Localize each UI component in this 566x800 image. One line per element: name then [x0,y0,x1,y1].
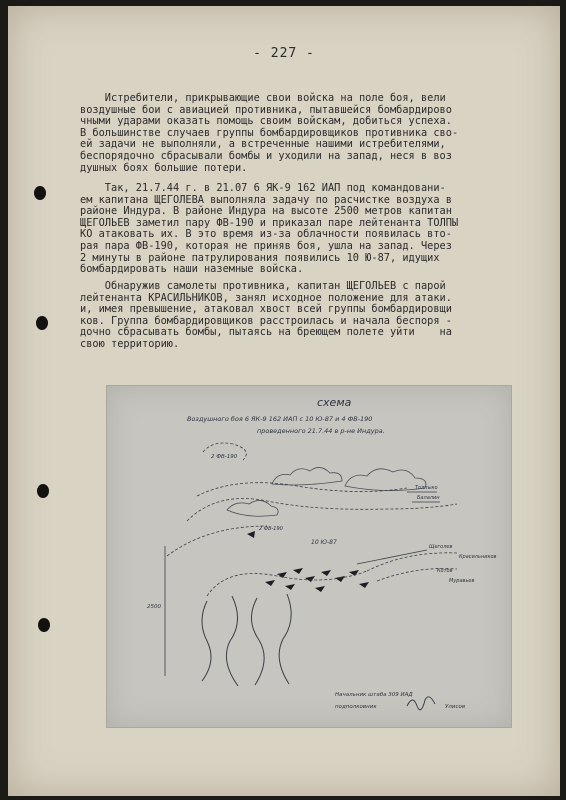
flight-path [367,553,457,581]
label-fw-pair-2: 2 ФВ-190 [259,526,283,532]
flight-path [357,550,427,564]
text-line: районе Индура. В районе Индура на высоте 2500 метров капитан [80,205,452,218]
scheme-title: схема [317,396,352,409]
text-line: душных боях большие потери. [80,161,248,174]
label-ju87: 10 Ю-87 [311,539,337,546]
text-line: и, имея превышение, атаковал хвост всей группы бомбардировщи [80,303,452,316]
flight-path [167,526,267,556]
cloud [227,500,278,516]
binding-hole [38,618,50,632]
bomb-trajectory [226,596,238,686]
text-line: Так, 21.7.44 г. в 21.07 6 ЯК-9 162 ИАП под командовани- [80,182,446,194]
bomb-trajectory [279,594,291,684]
binding-hole [36,316,48,330]
text-line: воздушные бои с авиацией противника, пытавшейся бомбардирово [80,103,452,116]
binding-hole [37,484,49,498]
paragraph-3 [80,281,530,351]
text-line: Обнаружив самолеты противника, капитан ЩЕГОЛЬЕВ с парой [80,280,446,292]
signature-line-1: Начальник штаба 309 ИАД [335,692,413,698]
text-line: рая пара ФВ-190, которая не приняв боя, ушла на запад. Через [80,239,452,252]
text-line: ков. Группа бомбардировщиков расстроилась и начала беспоря - [80,314,452,327]
text-line: свою территорию. [80,337,180,350]
label-tolpyko: Толпыко [415,485,438,491]
text-line: бомбардировать наши наземные войска. [80,263,304,276]
label-krasilnikov: Красильников [459,554,497,560]
text-line: лейтенанта КРАСИЛЬНИКОВ, занял исходное положение для атаки. [80,291,452,304]
page-number: - 227 - [253,46,315,61]
label-fw-pair: 2 ФВ-190 [211,454,238,460]
text-line: ем капитана ЩЕГОЛЕВА выполняла задачу по расчистке воздуха в [80,193,452,206]
text-line: ей задачи не выполняли, а встреченные нашими истребителями, [80,138,446,151]
flight-path [207,571,367,596]
text-line: В большинстве случаев группы бомбардировщиков противника сво- [80,126,459,139]
battle-scheme-photo [107,386,511,727]
paragraph-2 [80,183,530,276]
label-kotov: Котов [437,568,453,574]
text-line: 2 минуты в районе патрулирования появились 10 Ю-87, идущих [80,251,440,264]
aircraft-icon [247,531,255,538]
text-line: Истребители, прикрывающие свои войска на поле боя, вели [80,92,446,104]
binding-hole [34,186,46,200]
paragraph-1 [80,93,530,174]
signature-name: Улисов [445,704,466,710]
signature-line-2: подполковник [335,704,377,710]
scheme-subtitle-1: Воздушного боя 6 ЯК-9 162 ИАП с 10 Ю-87 и 4 ФВ-190 [187,415,373,423]
text-line: чными ударами оказать помощь своим войскам, добиться успеха. [80,115,452,128]
bomb-trajectory [202,601,211,681]
label-balalin: Балалин [417,495,440,501]
document-page [8,6,560,796]
text-line: ЩЕГОЛЬЕВ заметил пару ФВ-190 и приказал паре лейтенанта ТОЛПЫ [80,216,459,229]
bomb-trajectory [251,598,264,685]
signature-scribble [407,697,435,710]
cloud [345,469,426,491]
text-line: КО атаковать их. В это время из-за облачности появилась вто- [80,228,452,241]
cloud [272,467,342,485]
label-shchegolev: Щеголев [429,544,453,550]
battle-scheme-drawing [107,386,511,727]
label-muravev: Муравьев [449,578,475,584]
text-line: беспорядочно сбрасывали бомбы и уходили на запад, неся в воз [80,149,452,162]
scheme-subtitle-2: проведенного 21.7.44 в р-не Индура. [257,427,385,435]
text-line: дочно сбрасывать бомбы, пытаясь на бреющем полете уйти на [80,326,452,339]
label-altitude: 2500 [147,604,161,610]
